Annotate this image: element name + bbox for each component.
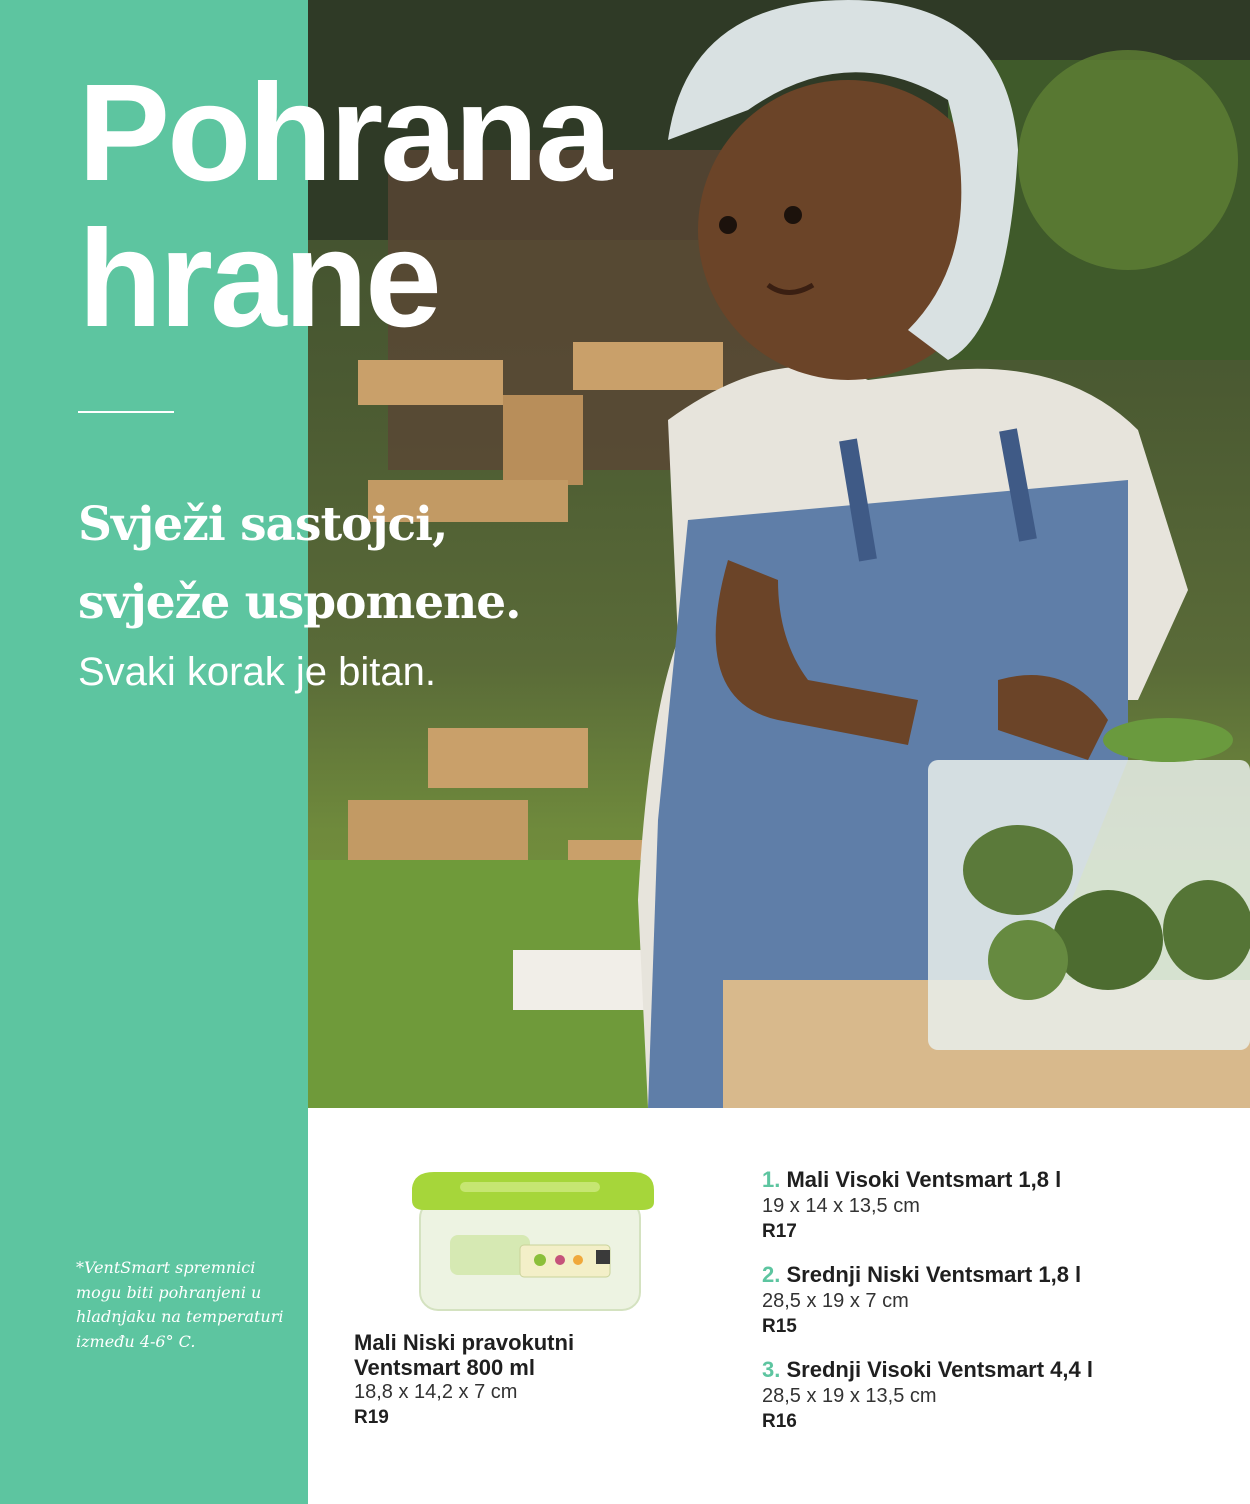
subtitle xyxy=(78,486,521,642)
featured-name-line-2: Ventsmart 800 ml xyxy=(354,1355,535,1380)
product-price: R15 xyxy=(762,1316,797,1337)
product-dimensions: 28,5 x 19 x 13,5 cm xyxy=(762,1385,937,1407)
title-line-2: hrane xyxy=(78,202,439,356)
title-line-1: Pohrana xyxy=(78,56,610,210)
product-dimensions: 28,5 x 19 x 7 cm xyxy=(762,1290,909,1312)
product-price: R16 xyxy=(762,1411,797,1432)
product-title: Srednji Visoki Ventsmart 4,4 l xyxy=(786,1357,1093,1382)
featured-product-name xyxy=(354,1330,654,1380)
product-number: 2. xyxy=(762,1262,781,1287)
featured-product xyxy=(354,1330,654,1431)
product-list xyxy=(762,1166,1232,1451)
ventsmart-container-image xyxy=(410,1160,660,1320)
list-item xyxy=(762,1356,1232,1435)
product-name xyxy=(762,1261,1232,1289)
list-item xyxy=(762,1261,1232,1340)
product-dimensions: 19 x 14 x 13,5 cm xyxy=(762,1195,920,1217)
featured-name-line-1: Mali Niski pravokutni xyxy=(354,1330,575,1355)
list-item xyxy=(762,1166,1232,1245)
featured-product-price: R19 xyxy=(354,1407,389,1428)
title-divider xyxy=(78,411,174,413)
page-title xyxy=(78,56,610,356)
subtitle-line-1: Svježi sastojci, xyxy=(78,497,448,552)
product-title: Mali Visoki Ventsmart 1,8 l xyxy=(786,1167,1062,1192)
product-title: Srednji Niski Ventsmart 1,8 l xyxy=(786,1262,1082,1287)
product-number: 3. xyxy=(762,1357,781,1382)
subtitle-line-2: svježe uspomene. xyxy=(78,575,521,630)
product-name xyxy=(762,1356,1232,1384)
product-name xyxy=(762,1166,1232,1194)
footnote: *VentSmart spremnici mogu biti pohranjeni u hladnjaku na temperaturi između 4-6° C. xyxy=(76,1258,284,1351)
product-number: 1. xyxy=(762,1167,781,1192)
tagline: Svaki korak je bitan. xyxy=(78,650,436,694)
featured-product-dimensions: 18,8 x 14,2 x 7 cm xyxy=(354,1381,518,1403)
product-price: R17 xyxy=(762,1221,797,1242)
